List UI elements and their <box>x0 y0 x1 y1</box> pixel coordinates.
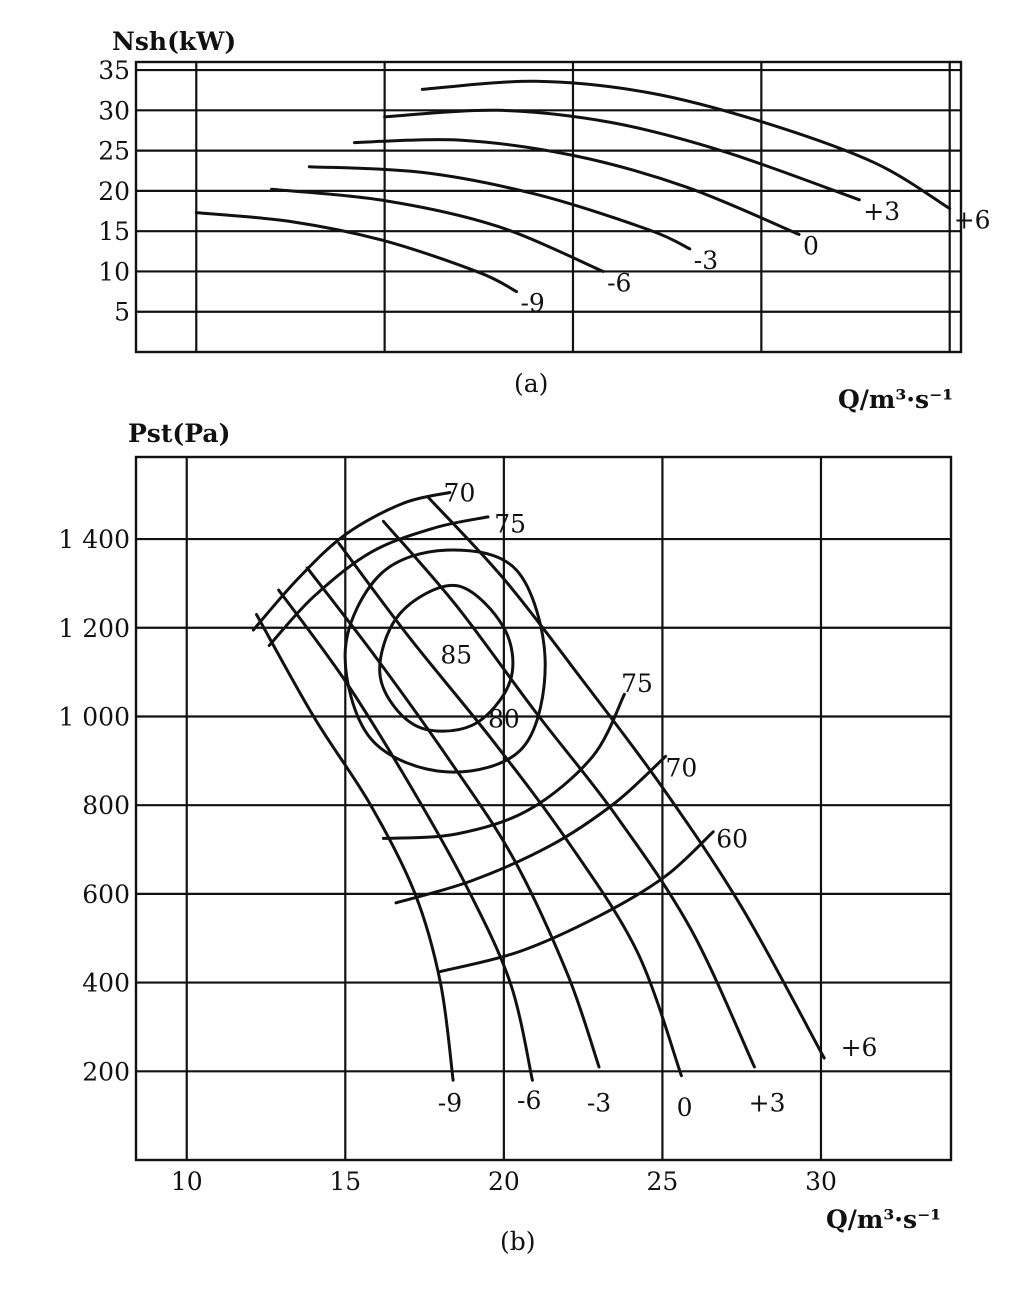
chart-b-curve-label: +6 <box>840 1032 878 1062</box>
chart-a-frame <box>136 62 961 352</box>
chart-b-curve-label: 60 <box>716 824 749 854</box>
chart-a-y-ticks <box>98 56 130 327</box>
chart-b-x-tick-label: 15 <box>329 1167 362 1196</box>
chart-b-blade-angle-curve <box>257 615 454 1081</box>
chart-b-caption: (b) <box>500 1227 536 1256</box>
chart-b-efficiency-curve <box>269 517 488 646</box>
chart-a-y-axis-label: Nsh(kW) <box>112 27 237 56</box>
chart-b-x-tick-label: 25 <box>646 1167 679 1196</box>
chart-b-curve-label: 85 <box>440 640 473 670</box>
chart-a-series-label: +3 <box>863 196 901 226</box>
chart-b-curves <box>253 493 824 1081</box>
chart-b-curve-label: 70 <box>443 478 476 508</box>
chart-a-y-tick-label: 20 <box>98 176 130 206</box>
chart-b-x-ticks <box>171 1167 837 1196</box>
chart-b-y-ticks <box>58 525 130 1086</box>
chart-b-y-tick-label: 200 <box>82 1057 130 1087</box>
chart-b-curve-label: 70 <box>665 753 698 783</box>
chart-b-curve-label: -9 <box>437 1088 463 1118</box>
chart-a-series-label: -3 <box>693 245 719 275</box>
chart-a-series-label: -9 <box>520 288 545 318</box>
chart-a-series-label: +6 <box>953 205 991 235</box>
chart-b-blade-angle-curve <box>428 497 824 1058</box>
chart-a-series-line <box>196 213 516 292</box>
chart-b-curve-label: 75 <box>494 509 527 539</box>
chart-b-blade-angle-curve <box>339 544 681 1076</box>
chart-a-y-tick-label: 15 <box>98 217 130 247</box>
chart-a-y-tick-label: 35 <box>98 56 130 86</box>
chart-b-y-tick-label: 800 <box>82 791 130 821</box>
chart-b-y-tick-label: 1 000 <box>58 702 130 732</box>
chart-b-x-tick-label: 20 <box>487 1167 520 1196</box>
chart-b-y-tick-label: 600 <box>82 879 130 909</box>
chart-a-y-tick-label: 5 <box>114 297 130 327</box>
chart-b-blade-angle-curve <box>383 521 754 1067</box>
chart-b-curve-label: 75 <box>621 669 653 699</box>
chart-b-y-axis-label: Pst(Pa) <box>128 419 231 448</box>
chart-b-pressure <box>58 419 951 1256</box>
chart-a-series-line <box>385 110 860 200</box>
chart-b-curve-label: -6 <box>517 1086 542 1116</box>
chart-b-y-tick-label: 1 200 <box>58 613 130 643</box>
chart-a-power <box>98 27 990 414</box>
chart-a-y-tick-label: 10 <box>98 257 130 287</box>
chart-a-y-tick-label: 25 <box>98 136 130 166</box>
chart-b-y-tick-label: 400 <box>82 968 130 998</box>
chart-a-caption: (a) <box>514 369 549 398</box>
chart-b-curve-label: 0 <box>676 1092 693 1122</box>
chart-a-series-label: 0 <box>803 231 819 261</box>
chart-b-curve-label: +3 <box>748 1088 786 1118</box>
chart-b-y-tick-label: 1 400 <box>58 525 130 555</box>
chart-a-y-tick-label: 30 <box>98 96 130 126</box>
chart-a-grid <box>136 62 961 352</box>
chart-b-x-tick-label: 10 <box>170 1167 203 1196</box>
chart-a-x-axis-label: Q/m³·s⁻¹ <box>838 385 954 414</box>
chart-b-blade-angle-curve <box>279 590 533 1080</box>
chart-b-x-axis-label: Q/m³·s⁻¹ <box>826 1205 942 1234</box>
chart-b-x-tick-label: 30 <box>805 1167 837 1196</box>
chart-b-curve-label: 80 <box>487 704 520 734</box>
chart-b-curve-label: -3 <box>586 1088 612 1118</box>
chart-a-series-label: -6 <box>607 268 632 298</box>
